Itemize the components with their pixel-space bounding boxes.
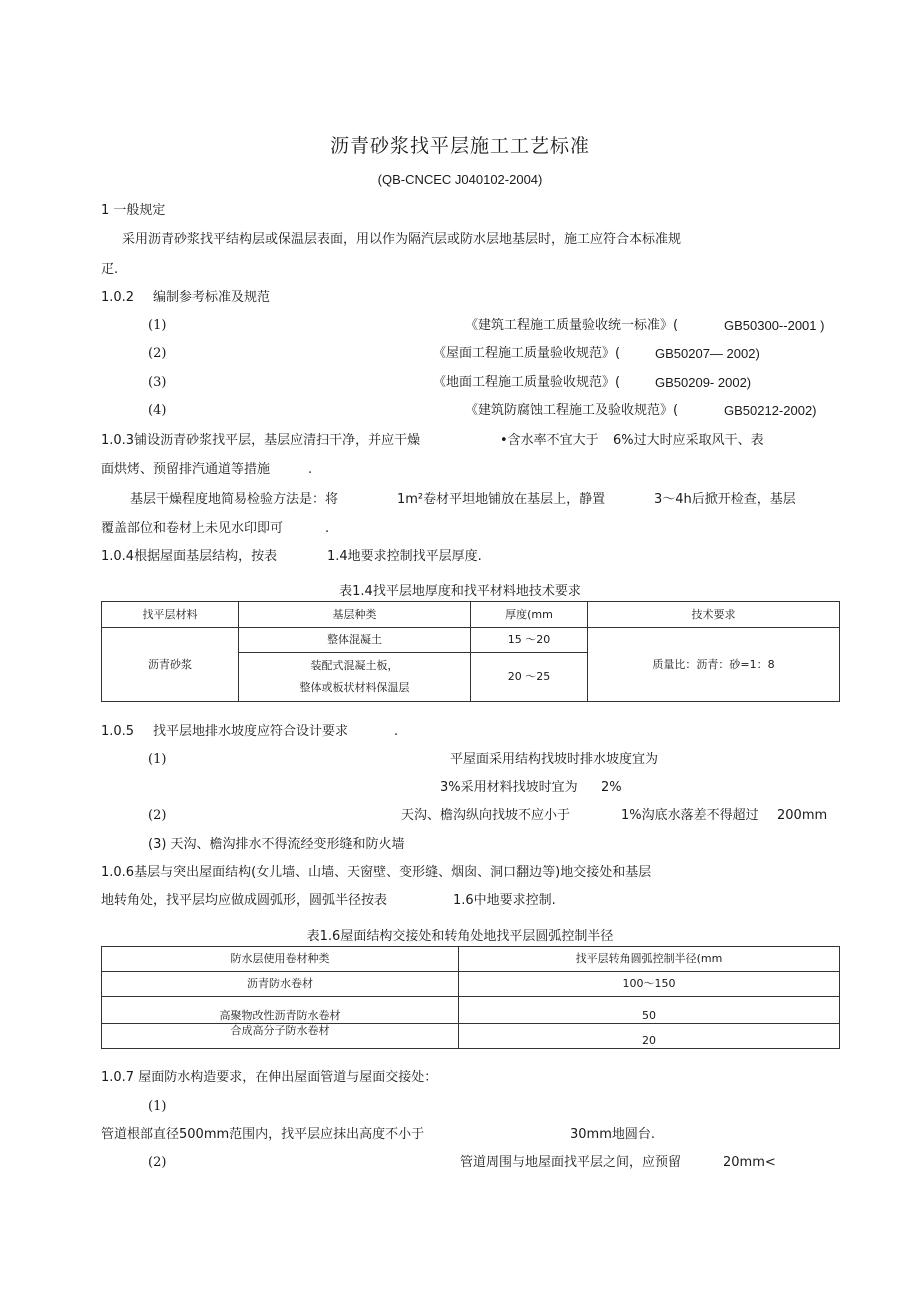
standard-code: (QB-CNCEC J040102-2004): [377, 172, 543, 187]
table-cell-thickness: 20 ～25: [471, 653, 588, 702]
clause-106-line2: 地转角处，找平层均应做成圆弧形，圆弧半径按表: [101, 893, 388, 908]
clause-103-text: 6%过大时应采取风干、表: [613, 433, 764, 448]
ref-code: GB50209- 2002): [655, 375, 752, 390]
check-method-line2: 覆盖部位和卷材上未见水印即可: [101, 521, 284, 536]
slope-item-text: 1%沟底水落差不得超过: [621, 808, 759, 823]
pipe-item-number: (1): [148, 1099, 167, 1114]
clause-106-line1: 1.0.6基层与突出屋面结构(女儿墙、山墙、天窗壁、变形缝、烟囱、洞口翻边等)地交接处和基层: [101, 865, 652, 880]
clause-105-text: 找平层地排水坡度应符合设计要求: [153, 724, 349, 739]
table-header: 找平层转角圆弧控制半径(mm: [459, 947, 840, 972]
slope-item-text: 平屋面采用结构找坡时排水坡度宜为: [450, 752, 659, 767]
ref-number: (1): [148, 318, 167, 333]
clause-104-text: 1.4地要求控制找平层厚度.: [327, 549, 482, 564]
check-method-text: 3～4h后掀开检查，基层: [654, 492, 796, 507]
table-header: 找平层材料: [102, 602, 239, 628]
pipe-item-text: 管道周围与地屋面找平层之间，应预留: [460, 1155, 682, 1170]
ref-name: 《建筑防腐蚀工程施工及验收规范》(: [465, 403, 679, 418]
table-radius: [101, 946, 840, 1049]
table-cell-requirement: 质量比：沥青：砂=1：8: [588, 628, 840, 702]
ref-number: (2): [148, 346, 167, 361]
clause-103-text: 1.0.3铺设沥青砂浆找平层，基层应清扫干净，并应干燥: [101, 433, 421, 448]
ref-name: 《建筑工程施工质量验收统一标准》(: [465, 318, 679, 333]
clause-102-number: 1.0.2: [101, 290, 135, 305]
ref-number: (3): [148, 375, 167, 390]
table-header: 基层种类: [239, 602, 471, 628]
ref-code: GB50212-2002): [724, 403, 817, 418]
slope-item-text: (3) 天沟、檐沟排水不得流经变形缝和防火墙: [148, 837, 405, 852]
table1-caption: 表1.4找平层地厚度和找平材料地技术要求: [339, 584, 581, 599]
clause-104-text: 1.0.4根据屋面基层结构，按表: [101, 549, 278, 564]
table-cell-radius: 100～150: [459, 972, 840, 997]
pipe-item-text: 30mm地圆台.: [570, 1127, 656, 1142]
clause-103-period: .: [308, 462, 313, 477]
table-cell-radius: 20: [459, 1024, 840, 1049]
page-title: 沥青砂浆找平层施工工艺标准: [329, 135, 590, 157]
ref-name: 《屋面工程施工质量验收规范》(: [433, 346, 621, 361]
section-heading: 1 一般规定: [101, 203, 166, 218]
table-cell-type: 合成高分子防水卷材: [102, 1024, 459, 1049]
ref-code: GB50207— 2002): [655, 346, 760, 361]
table-cell-material: 沥青砂浆: [102, 628, 239, 702]
slope-item-value: 2%: [601, 780, 622, 795]
slope-item-text: 天沟、檐沟纵向找坡不应小于: [401, 808, 571, 823]
check-method-period: .: [325, 521, 330, 536]
table-header: 防水层使用卷材种类: [102, 947, 459, 972]
check-method-text: 基层干燥程度地简易检验方法是：将: [130, 492, 339, 507]
ref-name: 《地面工程施工质量验收规范》(: [433, 375, 621, 390]
table-cell-thickness: 15 ～20: [471, 628, 588, 653]
clause-102-text: 编制参考标准及规范: [153, 290, 271, 305]
clause-103-text: •含水率不宜大于: [500, 433, 599, 448]
pipe-item-text: 20mm<: [723, 1155, 776, 1170]
table-cell-base-line: 整体或板状材料保温层: [299, 681, 410, 694]
table-header: 技术要求: [588, 602, 840, 628]
clause-103-line2: 面烘烤、预留排汽通道等措施: [101, 462, 271, 477]
check-method-text: 1m²卷材平坦地铺放在基层上，静置: [397, 492, 606, 507]
table-cell-base-line: 装配式混凝土板，: [310, 659, 399, 673]
pipe-item-number: (2): [148, 1155, 167, 1170]
table-header: 厚度(mm: [471, 602, 588, 628]
slope-item-number: (1): [148, 752, 167, 767]
ref-code: GB50300--2001 ): [724, 318, 825, 333]
clause-107-text: 1.0.7 屋面防水构造要求，在伸出屋面管道与屋面交接处：: [101, 1070, 438, 1085]
clause-106-line2: 1.6中地要求控制.: [453, 893, 556, 908]
pipe-item-text: 管道根部直径500mm范围内，找平层应抹出高度不小于: [101, 1127, 425, 1142]
table-thickness: [101, 601, 840, 702]
table2-caption: 表1.6屋面结构交接处和转角处地找平层圆弧控制半径: [306, 929, 614, 944]
para-101-line1: 采用沥青砂浆找平结构层或保温层表面，用以作为隔汽层或防水层地基层时，施工应符合本标准规: [122, 232, 682, 247]
table-cell-type: 沥青防水卷材: [102, 972, 459, 997]
ref-number: (4): [148, 403, 167, 418]
clause-105-period: .: [394, 724, 399, 739]
clause-105-number: 1.0.5: [101, 724, 135, 739]
para-101-line2: 疋.: [101, 262, 119, 277]
table-cell-radius: 50: [459, 997, 840, 1024]
slope-item-value: 200mm: [777, 808, 828, 823]
table-cell-type: 高聚物改性沥青防水卷材: [102, 997, 459, 1024]
slope-item-text: 3%采用材料找坡时宜为: [440, 780, 578, 795]
slope-item-number: (2): [148, 808, 167, 823]
table-cell-base: 整体混凝土: [239, 628, 471, 653]
table-cell-base: [239, 653, 471, 702]
